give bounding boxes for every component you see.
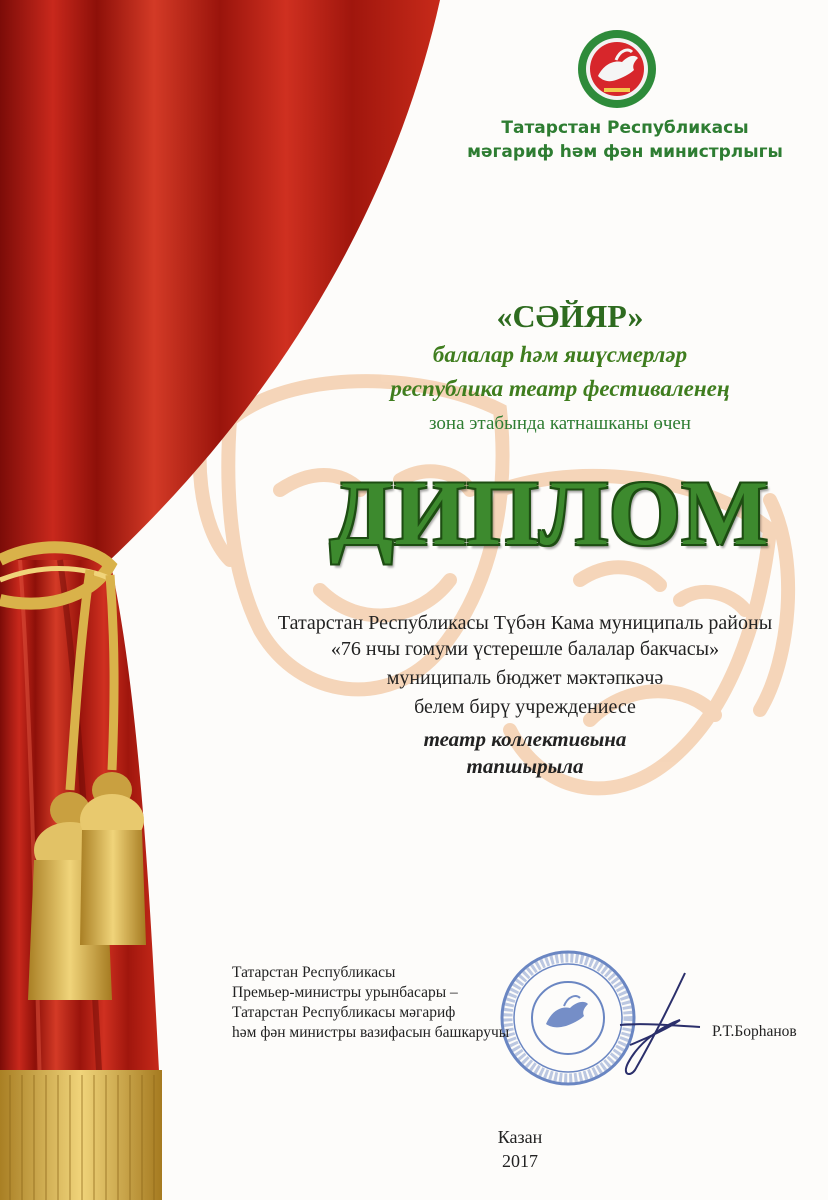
signer-title [232,963,592,1043]
recipient-line-4: белем бирү учреждениесе [414,696,636,718]
signer-line-1: Татарстан Республикасы [232,964,396,981]
recipient-line-2: «76 нчы гомуми үстерешле балалар бакчасы» [330,638,720,660]
festival-line-3: зона этабында катнашканы өчен [429,413,691,434]
diploma-title: ДИПЛОМ [330,462,770,564]
signer-line-3: Татарстан Республикасы мәгариф [232,1004,456,1021]
signature-icon [600,965,710,1080]
festival-line-2: республика театр фестиваленең [390,376,730,401]
ministry-line-2: мәгариф һәм фән министрлыгы [467,142,783,162]
recipient-line-3: муниципаль бюджет мәктәпкәчә [386,667,664,689]
year: 2017 [502,1151,538,1171]
recipient-line-5: театр коллективына [423,727,627,751]
festival-name: «СӘЙЯР» [496,298,644,334]
city: Казан [497,1127,543,1147]
recipient-line-6: тапшырыла [466,754,584,778]
place-and-year [420,1125,620,1173]
signer-name: Р.Т.Борһанов [712,1023,797,1040]
ministry-header [420,116,828,164]
festival-line-1: балалар һәм яшүсмерләр [432,342,688,367]
ministry-line-1: Татарстан Республикасы [501,118,749,138]
recipient-line-1: Татарстан Республикасы Түбән Кама муниципаль районы [277,612,773,634]
tatarstan-coat-of-arms-icon [576,28,658,110]
signer-line-4: һәм фән министры вазифасын башкаручы [232,1024,510,1041]
signer-line-2: Премьер-министры урынбасары – [232,984,458,1001]
